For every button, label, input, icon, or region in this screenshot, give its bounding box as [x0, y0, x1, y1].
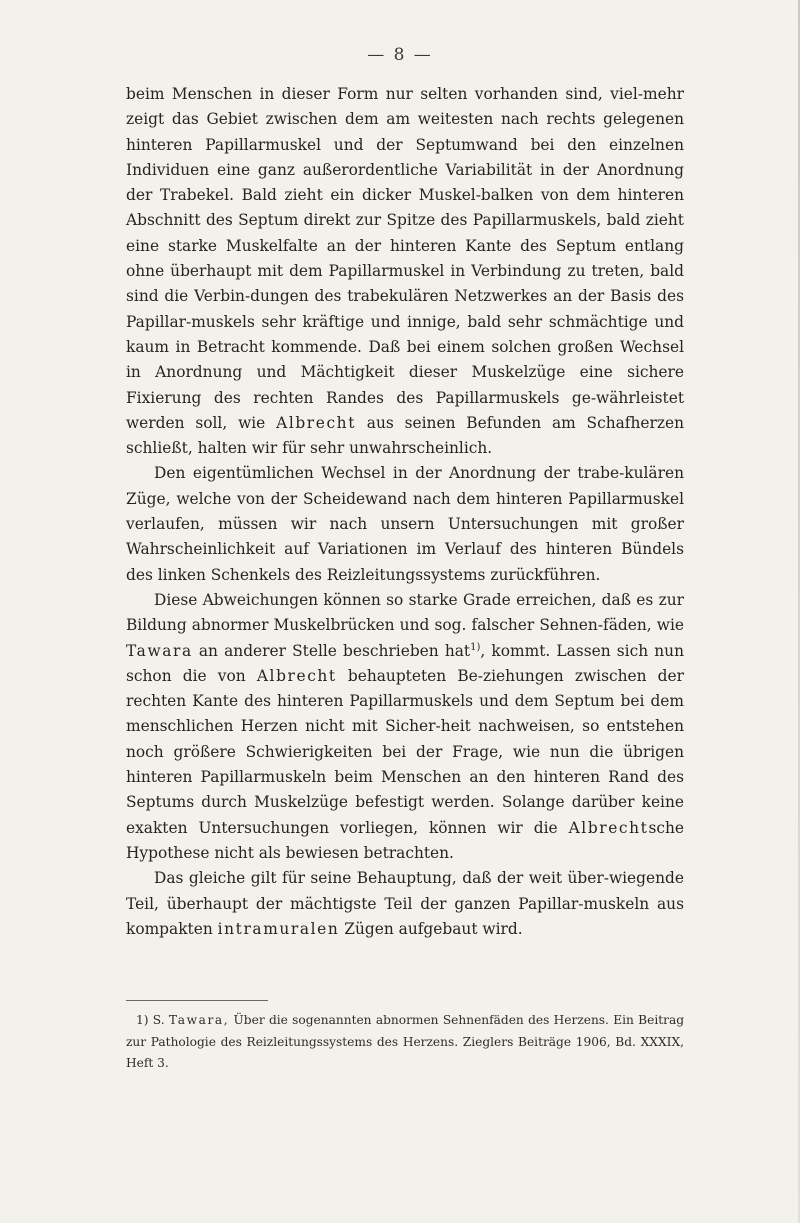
footnote-reference[interactable]: 1) [470, 641, 481, 653]
paragraph-4-text-b: Zügen aufgebaut wird. [339, 919, 523, 938]
author-name-albrecht: Albrecht [256, 666, 337, 685]
paragraph-3 [126, 588, 684, 866]
paragraph-4 [126, 866, 684, 942]
footnote-divider [126, 1000, 268, 1001]
emphasized-term: intramuralen [217, 919, 340, 938]
author-name-tawara: Tawara [126, 641, 193, 660]
footnote [126, 1010, 684, 1075]
paragraph-3-text-e: sche Hypothese nicht als bewiesen betrachten. [126, 818, 684, 862]
footnote-marker: 1) S. [136, 1013, 165, 1027]
author-name-albrecht: Albrecht [568, 818, 649, 837]
author-name-albrecht: Albrecht [276, 413, 356, 432]
footnote-text: Über die sogenannten abnormen Sehnenfäden des Herzens. Ein Beitrag zur Pathologie des Reizleitungssystems des Herzens. Zieglers Beiträge 1906, Bd. XXXIX, Heft 3. [126, 1013, 685, 1070]
body-text [126, 82, 684, 942]
paragraph-3-text-d: behaupteten Be-ziehungen zwischen der rechten Kante des hinteren Papillarmuskels und dem Septum bei dem menschlichen Herzen nicht mit Sicher-heit nachweisen, so entstehen noch größere Schwierigkeiten bei der Frage, wie nun die übrigen hinteren Papillarmuskeln beim Menschen an den hinteren Rand des Septums durch Muskelzüge befestigt werden. Solange darüber keine exakten Untersuchungen vorliegen, können wir die [126, 666, 684, 837]
paragraph-3-text-a: Diese Abweichungen können so starke Grade erreichen, daß es zur Bildung abnormer Muskelbrücken und sog. falscher Sehnen-fäden, wie [126, 590, 684, 635]
paragraph-3-text-c: , kommt. Lassen sich nun schon die von [126, 641, 684, 685]
paragraph-3-text-b: an anderer Stelle beschrieben hat [192, 641, 471, 660]
paragraph-1-text-b: aus seinen Befunden am Schafherzen schließt, halten wir für sehr unwahrscheinlich. [126, 413, 684, 458]
paragraph-2: Den eigentümlichen Wechsel in der Anordnung der trabe-kulären Züge, welche von der Scheidewand nach dem hinteren Papillarmuskel verlaufen, müssen wir nach unsern Untersuchungen mit großer Wahrscheinlichkeit auf Variationen im Verlauf des hinteren Bündels des linken Schenkels des Reizleitungssystems zurückführen. [126, 464, 684, 584]
footnote-author: Tawara, [168, 1013, 230, 1027]
paragraph-4-text-a: Das gleiche gilt für seine Behauptung, daß der weit über-wiegende Teil, überhaupt der mächtigste Teil der ganzen Papillar-muskeln aus kompakten [126, 869, 684, 938]
paragraph-1-text-a: beim Menschen in dieser Form nur selten vorhanden sind, viel-mehr zeigt das Gebiet zwischen dem am weitesten nach rechts gelegenen hinteren Papillarmuskel und der Septumwand bei den einzelnen Individuen eine ganz außerordentliche Variabilität in der Anordnung der Trabekel. Bald zieht ein dicker Muskel-balken von dem hinteren Abschnitt des Septum direkt zur Spitze des Papillarmuskels, bald zieht eine starke Muskelfalte an der hinteren Kante des Septum entlang ohne überhaupt mit dem Papillarmuskel in Verbindung zu treten, bald sind die Verbin-dungen des trabekulären Netzwerkes an der Basis des Papillar-muskels sehr kräftige und innige, bald sehr schmächtige und kaum in Betracht kommende. Daß bei einem solchen großen Wechsel in Anordnung und Mächtigkeit dieser Muskelzüge eine sichere Fixierung des rechten Randes des Papillarmuskels ge-währleistet werden soll, wie [126, 85, 684, 432]
page-number: — 8 — [367, 45, 433, 65]
paragraph-1 [126, 82, 684, 461]
